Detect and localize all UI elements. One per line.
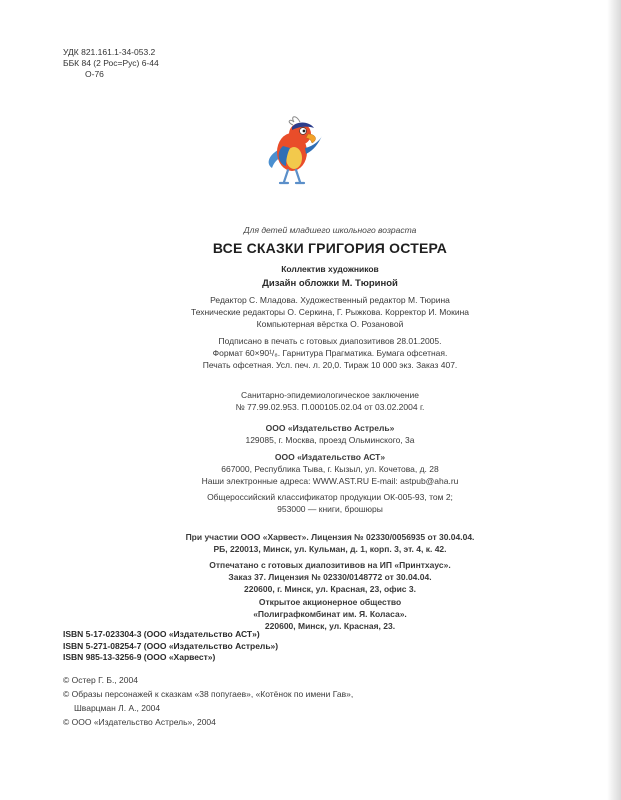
publisher-ast-emails: Наши электронные адреса: WWW.AST.RU E-mail: astpub@aha.ru bbox=[201, 476, 459, 486]
publisher-ast-contacts bbox=[140, 463, 520, 487]
classification-codes bbox=[63, 47, 159, 80]
print-info-line: Печать офсетная. Усл. печ. л. 20,0. Тираж 10 000 экз. Заказ 407. bbox=[202, 360, 458, 370]
print-info-line: Подписано в печать с готовых диапозитивов 28.01.2005. bbox=[218, 336, 442, 346]
editors-line: Технические редакторы О. Серкина, Г. Рыжкова. Корректор И. Мокина bbox=[190, 307, 470, 317]
sanitary-line: Санитарно-эпидемиологическое заключение bbox=[241, 390, 419, 400]
author-mark: О-76 bbox=[85, 69, 104, 79]
sanitary-conclusion bbox=[140, 389, 520, 413]
editors-credits bbox=[140, 294, 520, 330]
plant-line: «Полиграфкомбинат им. Я. Коласа». bbox=[253, 609, 407, 619]
plant-line: Открытое акционерное общество bbox=[258, 597, 402, 607]
harvest-line: При участии ООО «Харвест». Лицензия № 02330/0056935 от 30.04.04. bbox=[185, 532, 475, 542]
publisher-ast-address: 667000, Республика Тыва, г. Кызыл, ул. Кочетова, д. 28 bbox=[221, 464, 439, 474]
cover-design-credit: Дизайн обложки М. Тюриной bbox=[262, 278, 398, 289]
print-info-line: Формат 60×90¹/₈. Гарнитура Прагматика. Бумага офсетная. bbox=[212, 348, 448, 358]
harvest-license bbox=[140, 531, 520, 555]
plant-line: 220600, Минск, ул. Красная, 23. bbox=[264, 621, 396, 631]
printing-line: Заказ 37. Лицензия № 02330/0148772 от 30.04.04. bbox=[228, 572, 432, 582]
printing-line: 220600, г. Минск, ул. Красная, 23, офис 3. bbox=[244, 584, 416, 594]
isbn-line: ISBN 5-17-023304-3 (ООО «Издательство АСТ») bbox=[63, 629, 260, 639]
isbn-list bbox=[63, 629, 278, 664]
copyright-notices bbox=[63, 673, 353, 729]
copyright-line: © ООО «Издательство Астрель», 2004 bbox=[63, 717, 216, 727]
copyright-line: Шварцман Л. А., 2004 bbox=[74, 703, 161, 713]
udk-code: УДК 821.161.1-34-053.2 bbox=[63, 47, 156, 57]
isbn-line: ISBN 985-13-3256-9 (ООО «Харвест») bbox=[63, 652, 216, 662]
publisher-astrel-name: ООО «Издательство Астрель» bbox=[265, 423, 395, 433]
product-classifier bbox=[140, 491, 520, 515]
classifier-line: 953000 — книги, брошюры bbox=[277, 504, 383, 514]
bbk-code: ББК 84 (2 Рос=Рус) 6-44 bbox=[63, 58, 159, 68]
printing-line: Отпечатано с готовых диапозитивов на ИП «Принтхаус». bbox=[209, 560, 451, 570]
parrot-legs bbox=[284, 170, 300, 182]
artists-credit: Коллектив художников bbox=[281, 264, 379, 274]
publisher-ast-name: ООО «Издательство АСТ» bbox=[274, 452, 386, 462]
copyright-line: © Образы персонажей к сказкам «38 попугаев», «Котёнок по имени Гав», bbox=[63, 689, 354, 699]
age-subtitle: Для детей младшего школьного возраста bbox=[243, 225, 417, 235]
book-title: ВСЕ СКАЗКИ ГРИГОРИЯ ОСТЕРА bbox=[212, 240, 448, 256]
printing-info bbox=[140, 559, 520, 595]
page-edge-shadow bbox=[607, 0, 621, 800]
harvest-line: РБ, 220013, Минск, ул. Кульман, д. 1, корп. 3, эт. 4, к. 42. bbox=[213, 544, 447, 554]
copyright-line: © Остер Г. Б., 2004 bbox=[63, 675, 138, 685]
editors-line: Компьютерная вёрстка О. Розановой bbox=[256, 319, 404, 329]
isbn-line: ISBN 5-271-08254-7 (ООО «Издательство Астрель») bbox=[63, 640, 279, 651]
parrot-pupil bbox=[303, 130, 306, 133]
parrot-illustration bbox=[256, 112, 336, 192]
classifier-line: Общероссийский классификатор продукции ОК-005-93, том 2; bbox=[207, 492, 453, 502]
editors-line: Редактор С. Младова. Художественный редактор М. Тюрина bbox=[210, 295, 450, 305]
sanitary-line: № 77.99.02.953. П.000105.02.04 от 03.02.2004 г. bbox=[235, 402, 425, 412]
print-info bbox=[140, 335, 520, 371]
publisher-astrel-address: 129085, г. Москва, проезд Ольминского, 3а bbox=[245, 435, 415, 445]
printing-plant bbox=[140, 596, 520, 632]
